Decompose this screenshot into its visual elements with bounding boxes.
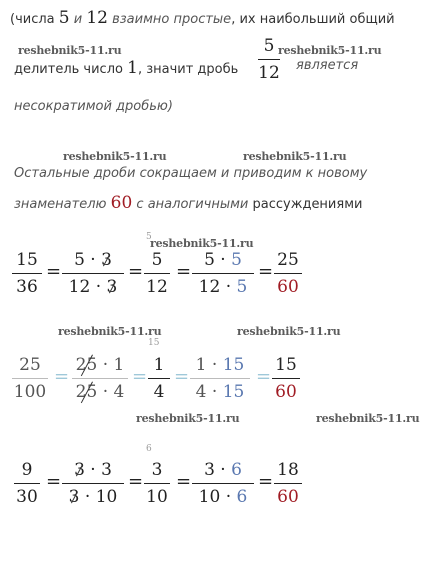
numerator: 25 · 1 [75, 355, 125, 375]
equals-sign: = [258, 261, 274, 282]
fraction-bar [192, 483, 254, 484]
factor: 12 [68, 277, 91, 297]
equals-sign: = [256, 366, 272, 387]
fraction [192, 250, 254, 297]
fraction-bar [190, 378, 250, 379]
watermark: reshebnik5-11.ru [316, 412, 420, 425]
watermark: reshebnik5-11.ru [18, 44, 122, 57]
denominator: 60 [277, 277, 299, 297]
fraction [192, 460, 254, 507]
text: рассуждениями [252, 197, 363, 212]
watermark: reshebnik5-11.ru [58, 325, 162, 338]
fraction [12, 250, 42, 297]
factor: 15 [222, 355, 245, 375]
equals-sign: = [132, 366, 148, 387]
factor: 3 [204, 460, 215, 480]
watermark: reshebnik5-11.ru [63, 150, 167, 163]
denominator: 12 [146, 277, 168, 297]
equals-sign: = [54, 366, 70, 387]
numerator: 5 [263, 36, 275, 56]
watermark: reshebnik5-11.ru [278, 44, 382, 57]
text: и [73, 12, 83, 27]
denominator: 36 [16, 277, 38, 297]
numerator: 5 [151, 250, 163, 270]
text: знаменателю [14, 197, 107, 212]
text-line-4: Остальные дроби сокращаем и приводим к новому [14, 166, 368, 181]
factor: 15 [222, 382, 245, 402]
cancelled-factor: 25 [75, 382, 98, 402]
cancelled-factor: 3 [106, 277, 118, 297]
fraction-bar [274, 273, 302, 274]
number: 60 [110, 193, 133, 213]
text: , их наибольший общий [231, 12, 395, 27]
fraction-bar [274, 483, 302, 484]
equals-sign: = [128, 261, 144, 282]
denominator: 60 [275, 382, 297, 402]
text: с [136, 197, 144, 212]
text: взаимно простые [112, 12, 232, 27]
numerator: 3 · 6 [204, 460, 242, 480]
number: 5 [58, 8, 70, 28]
watermark: reshebnik5-11.ru [150, 237, 254, 250]
denominator: 12 [258, 63, 280, 83]
denominator: 12 · 5 [198, 277, 248, 297]
denominator: 4 · 15 [195, 382, 245, 402]
fraction-bar [144, 273, 170, 274]
factor: 6 [236, 487, 248, 507]
fraction [144, 460, 170, 507]
cancelled-factor: 25 [75, 355, 98, 375]
inline-fraction [258, 36, 280, 83]
text-line-1 [10, 8, 395, 28]
multiplier-mark: 5 [146, 232, 152, 242]
fraction [62, 250, 124, 297]
watermark: reshebnik5-11.ru [136, 412, 240, 425]
numerator: 9 [21, 460, 33, 480]
fraction [190, 355, 250, 402]
factor: 5 [231, 250, 242, 270]
fraction [274, 250, 302, 297]
cancelled-factor: 3 [68, 487, 80, 507]
fraction [72, 355, 128, 402]
numerator: 15 [16, 250, 38, 270]
denominator: 10 [146, 487, 168, 507]
fraction-bar [272, 378, 300, 379]
text-line-3: несократимой дробью) [14, 99, 173, 114]
text-line-2 [14, 58, 238, 78]
fraction-bar [258, 59, 280, 60]
factor: 1 [195, 355, 207, 375]
number: 12 [86, 8, 108, 28]
denominator: 60 [277, 487, 299, 507]
numerator: 15 [275, 355, 297, 375]
fraction [14, 460, 40, 507]
fraction-bar [144, 483, 170, 484]
watermark: reshebnik5-11.ru [243, 150, 347, 163]
cancelled-factor: 3 [74, 460, 85, 480]
factor: 4 [113, 382, 125, 402]
denominator: 100 [13, 382, 47, 402]
fraction-bar [62, 483, 124, 484]
equals-sign: = [128, 471, 144, 492]
fraction [12, 355, 48, 402]
factor: 6 [231, 460, 242, 480]
text-line-5 [14, 193, 362, 213]
denominator: 4 [153, 382, 165, 402]
fraction [148, 355, 170, 402]
multiplier-mark: 15 [148, 338, 160, 348]
factor: 5 [204, 250, 215, 270]
numerator: 25 [19, 355, 41, 375]
fraction [144, 250, 170, 297]
number: 1 [127, 58, 138, 78]
text: аналогичными [147, 197, 249, 212]
factor: 10 [198, 487, 221, 507]
equals-sign: = [258, 471, 274, 492]
denominator: 30 [16, 487, 38, 507]
cancelled-factor: 3 [101, 250, 112, 270]
fraction [272, 355, 300, 402]
factor: 5 [74, 250, 85, 270]
multiplier-mark: 6 [146, 444, 152, 454]
text: (числа [10, 12, 55, 27]
fraction [62, 460, 124, 507]
fraction-bar [72, 378, 128, 379]
fraction [274, 460, 302, 507]
denominator: 3 · 10 [68, 487, 118, 507]
numerator: 25 [277, 250, 299, 270]
fraction-bar [192, 273, 254, 274]
numerator: 5 · 3 [74, 250, 112, 270]
numerator: 5 · 5 [204, 250, 242, 270]
fraction-bar [62, 273, 124, 274]
fraction-bar [148, 378, 170, 379]
text: является [296, 58, 359, 73]
factor: 3 [101, 460, 112, 480]
numerator: 1 · 15 [195, 355, 245, 375]
numerator: 3 · 3 [74, 460, 112, 480]
equals-sign: = [174, 366, 190, 387]
text: делитель число [14, 62, 123, 77]
equals-sign: = [46, 471, 62, 492]
text: , значит дробь [137, 62, 239, 77]
numerator: 3 [151, 460, 163, 480]
equals-sign: = [176, 261, 192, 282]
fraction-bar [12, 273, 42, 274]
equals-sign: = [46, 261, 62, 282]
fraction-bar [14, 483, 40, 484]
denominator: 25 · 4 [75, 382, 125, 402]
factor: 4 [195, 382, 207, 402]
denominator: 10 · 6 [198, 487, 248, 507]
numerator: 18 [277, 460, 299, 480]
numerator: 1 [153, 355, 165, 375]
fraction-bar [12, 378, 48, 379]
watermark: reshebnik5-11.ru [237, 325, 341, 338]
factor: 10 [95, 487, 118, 507]
equals-sign: = [176, 471, 192, 492]
denominator: 12 · 3 [68, 277, 118, 297]
factor: 5 [236, 277, 248, 297]
factor: 1 [113, 355, 125, 375]
factor: 12 [198, 277, 221, 297]
